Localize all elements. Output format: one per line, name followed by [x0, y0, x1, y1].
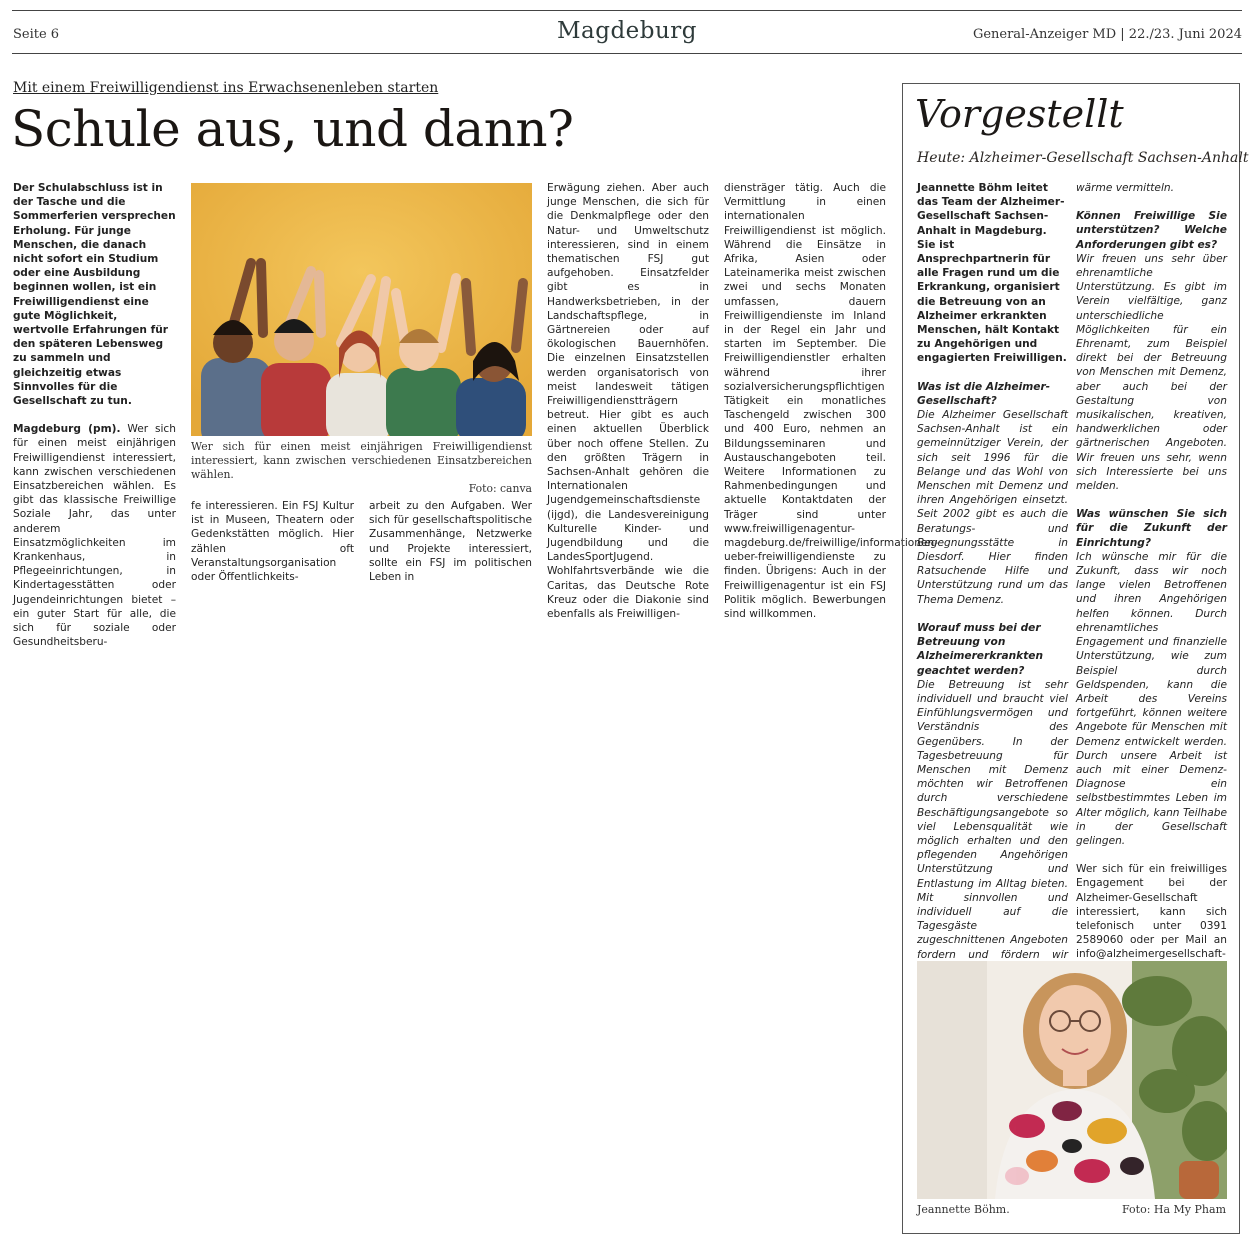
section-title: Magdeburg: [556, 18, 698, 44]
interview-question-4: Was wünschen Sie sich für die Zukunft der Einrichtung?: [1076, 508, 1227, 549]
interview-answer-2-continued: wärme vermitteln.: [1076, 182, 1174, 194]
portrait-caption: Jeannette Böhm.: [917, 1203, 1010, 1216]
article-body-start: [13, 422, 176, 649]
portrait-image: [917, 961, 1227, 1199]
portrait-photo: [917, 961, 1227, 1199]
interview-answer-2: Die Betreuung ist sehr individuell und braucht viel Einfühlungsvermögen und Verständnis des Gegenübers. In der Tagesbetreuung für Menschen mit Demenz möchten wir Betroffenen durch verschiedene Beschäftigungsangebote so viel Lebensqualität wie möglich erhalten und den pflegenden Angehörigen Unterstützung und Entlastung im Alltag bieten. Mit sinnvollen und individuell auf die Tagesgäste zugeschnittenen Angeboten fordern und fördern wir: [917, 678, 1068, 961]
contact-info: Wer sich für ein freiwilliges Engagement bei der Alzheimer-Gesellschaft interessiert, kann sich telefonisch unter 0391 2589060 oder per Mail an info@alzheimergesellschaft-: [1076, 863, 1227, 961]
box-column-1: [917, 181, 1068, 1061]
box-column-2: [1076, 181, 1227, 1047]
dateline: Magdeburg (pm).: [13, 423, 121, 436]
header-rule: [12, 53, 1242, 54]
interview-question-1: Was ist die Alzheimer-Gesellschaft?: [917, 380, 1051, 407]
article-column-1: [13, 181, 176, 650]
interview-answer-4: Ich wünsche mir für die Zukunft, dass wir noch lange vielen Betroffenen und ihren Angehörigen helfen können. Durch ehrenamtliches Engagement und finanzielle Unterstützung, wie zum Beispiel durch Geldspenden, kann die Arbeit des Vereins fortgeführt, können weitere Angebote für Menschen mit Demenz entwickelt werden. Durch unsere Arbeit ist auch mit einer Demenz-Diagnose ein selbstbestimmtes Leben im Alter möglich, kann Teilhabe in der Gesellschaft gelingen.: [1076, 550, 1227, 847]
interview-answer-1: Die Alzheimer Gesellschaft Sachsen-Anhalt ist ein gemeinnütziger Verein, der sich seit 1996 für die Belange und das Wohl von Menschen mit Demenz und ihren Angehörigen einsetzt. Seit 2002 gibt es auch die Beratungs- und Begegnungsstätte in Diesdorf. Hier finden Ratsuchende Hilfe und Unterstützung rund um das Thema Demenz.: [917, 409, 1068, 606]
box-title: Vorgestellt: [915, 92, 1124, 136]
group-cheering-photo: [191, 183, 532, 436]
article-column-3: arbeit zu den Aufgaben. Wer sich für gesellschaftspolitische Zusammenhänge, Netzwerke und Projekte interessiert, sollte ein FSJ im politischen Leben in: [369, 500, 532, 584]
article-column-5: diensträger tätig. Auch die Vermittlung in einen internationalen Freiwilligendienst ist möglich. Während die Einsätze in Afrika, Asien oder Lateinamerika meist zwischen zwei und sechs Monaten umfassen, dauern Freiwilligendienste im Inland in der Regel ein Jahr und starten im September. Die Freiwilligendienstler erhalten während ihrer sozialversicherungspflichtigen Tätigkeit ein monatliches Taschengeld zwischen 300 und 400 Euro, nehmen an Bildungsseminaren und Austauschangeboten teil. Weitere Informationen zu Rahmenbedingungen und aktuelle Kontaktdaten der Träger sind unter www.freiwilligenagentur-magdeburg.de/freiwillige/informationen-ueber-freiwilligendienste zu finden. Übrigens: Auch in der Freiwilligenagentur ist ein FSJ Politik möglich. Bewerbungen sind willkommen.: [724, 182, 939, 621]
article-kicker: Mit einem Freiwilligendienst ins Erwachsenenleben starten: [13, 80, 439, 96]
top-rule: [12, 10, 1242, 11]
interview-question-2: Worauf muss bei der Betreuung von Alzheimererkrankten geachtet werden?: [917, 621, 1044, 677]
publication-date: General-Anzeiger MD | 22./23. Juni 2024: [972, 27, 1242, 42]
photo-caption: Wer sich für einen meist einjährigen Freiwilligendienst interessiert, kann zwischen verschiedenen Einsatzbereichen wählen.: [191, 440, 532, 481]
interview-answer-3: Wir freuen uns sehr über ehrenamtliche Unterstützung. Es gibt im Verein vielfältige, ganz unterschiedliche Möglichkeiten für ein Ehrenamt, zum Beispiel direkt bei der Betreuung von Menschen mit Demenz, aber auch bei der Gestaltung von musikalischen, kreativen, handwerklichen oder gärtnerischen Angeboten. Wir freuen uns sehr, wenn sich Interessierte bei uns melden.: [1076, 252, 1227, 493]
box-subtitle: Heute: Alzheimer-Gesellschaft Sachsen-Anhalt: [917, 150, 1249, 166]
article-photo: [191, 183, 532, 436]
article-column-2: fe interessieren. Ein FSJ Kultur ist in Museen, Theatern oder Gedenkstätten möglich. Hier zählen oft Veranstaltungsorganisation oder Öffentlichkeits-: [191, 500, 354, 584]
page-number: Seite 6: [13, 27, 60, 42]
article-headline: Schule aus, und dann?: [11, 100, 574, 158]
article-lead: Der Schulabschluss ist in der Tasche und die Sommerferien versprechen Erholung. Für junge Menschen, die danach nicht sofort ein Studium oder eine Ausbildung beginnen wollen, ist ein Freiwilligendienst eine gute Möglichkeit, wertvolle Erfahrungen für den späteren Lebensweg zu sammeln und gleichzeitig etwas Sinnvolles für die Gesellschaft zu tun.: [13, 182, 176, 408]
photo-caption-block: [191, 440, 532, 496]
article-body-1: Wer sich für einen meist einjährigen Freiwilligendienst interessiert, kann zwischen verschiedenen Einsatzbereichen wählen. Es gibt das klassische Freiwillige Soziale Jahr, das unter anderem Einsatzmöglichkeiten im Krankenhaus, in Pflegeeinrichtungen, in Kindertagesstätten oder Jugendeinrichtungen bietet – ein guter Start für alle, die sich für soziale oder Gesundheitsberu-: [13, 423, 176, 649]
interview-question-3: Können Freiwillige Sie unterstützen? Welche Anforderungen gibt es?: [1076, 210, 1227, 251]
box-intro: Jeannette Böhm leitet das Team der Alzheimer-Gesellschaft Sachsen-Anhalt in Magdeburg. Sie ist Ansprechpartnerin für alle Fragen rund um die Erkrankung, organisiert die Betreuung von an Alzheimer erkrankten Menschen, hält Kontakt zu Angehörigen und engagierten Freiwilligen.: [917, 182, 1067, 365]
article-column-4: Erwägung ziehen. Aber auch junge Menschen, die sich für die Denkmalpflege oder den Natur- und Umweltschutz interessieren, sind in einem thematischen FSJ gut aufgehoben. Einsatzfelder gibt es in Handwerksbetrieben, in der Landschaftspflege, in Gärtnereien oder auf ökologischen Bauernhöfen. Die einzelnen Einsatzstellen werden organisatorisch von meist landesweit tätigen Freiwilligendienstträgern betreut. Hier gibt es auch einen aktuellen Überblick über noch offene Stellen. Zu den größten Trägern in Sachsen-Anhalt gehören die Internationalen Jugendgemeinschaftsdienste (ijgd), die Landesvereinigung Kulturelle Kinder- und Jugendbildung und die LandesSportJugend. Wohlfahrtsverbände wie die Caritas, das Deutsche Rote Kreuz oder die Diakonie sind ebenfalls als Freiwilligen-: [547, 182, 709, 621]
portrait-credit: Foto: Ha My Pham: [1122, 1203, 1226, 1216]
photo-credit: Foto: canva: [468, 482, 532, 495]
